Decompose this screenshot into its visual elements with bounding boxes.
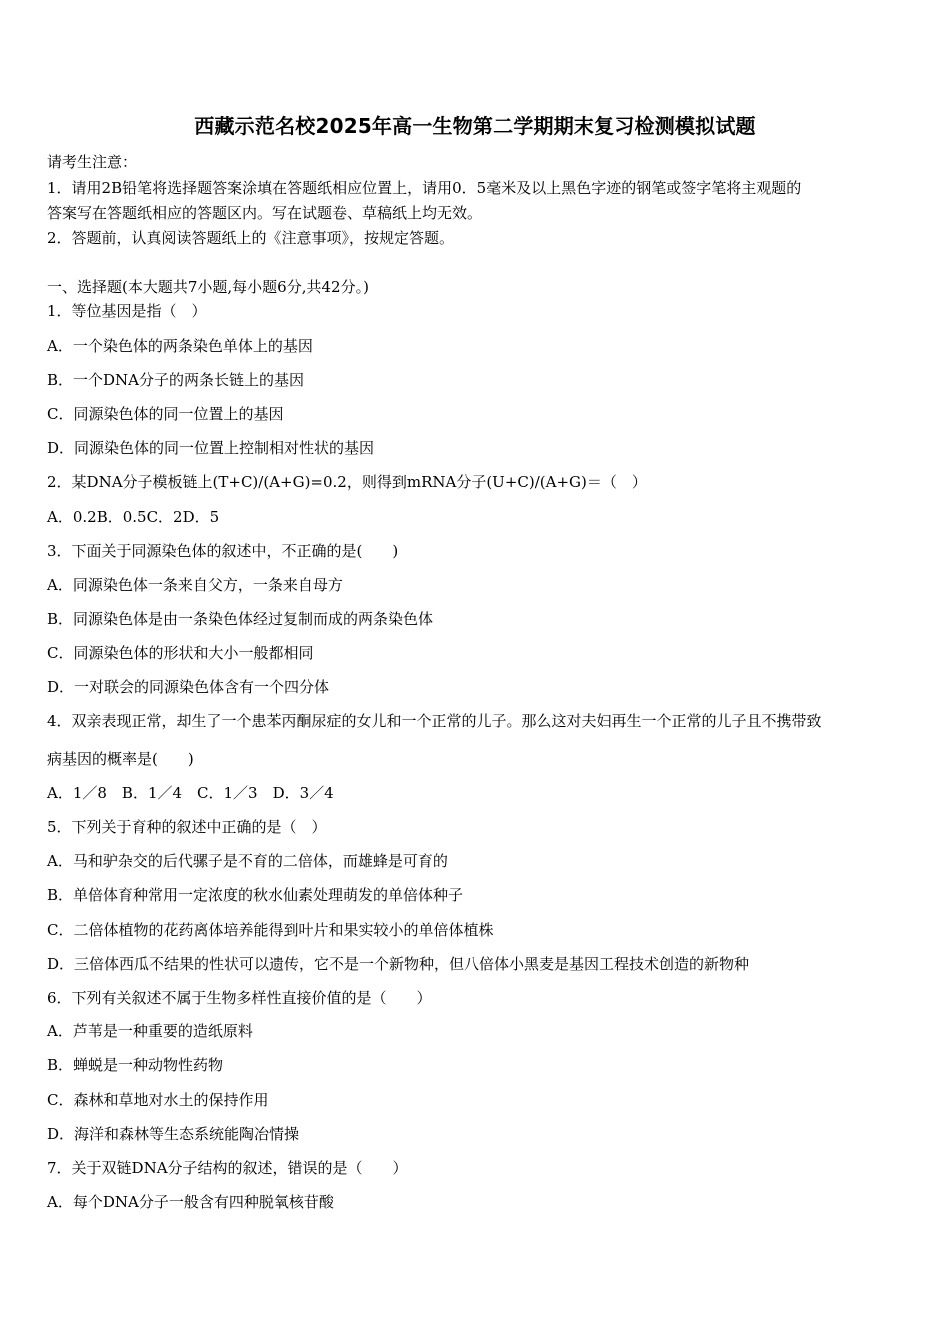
question-option: A．1／8 B．1／4 C．1／3 D．3／4	[47, 784, 334, 802]
question-option: B．单倍体育种常用一定浓度的秋水仙素处理萌发的单倍体种子	[47, 886, 464, 904]
question-option: A．同源染色体一条来自父方，一条来自母方	[47, 576, 343, 594]
question-option: C．同源染色体的同一位置上的基因	[47, 405, 284, 423]
notice-item: 答案写在答题纸相应的答题区内。写在试题卷、草稿纸上均无效。	[47, 204, 483, 222]
question-option: A．每个DNA分子一般含有四种脱氧核苷酸	[47, 1193, 334, 1211]
question-option: D．一对联会的同源染色体含有一个四分体	[47, 678, 330, 696]
question-option: D．三倍体西瓜不结果的性状可以遗传，它不是一个新物种，但八倍体小黑麦是基因工程技术创造的新物种	[47, 955, 750, 973]
question-stem: 5．下列关于育种的叙述中正确的是（ ）	[47, 818, 327, 836]
question-stem: 6．下列有关叙述不属于生物多样性直接价值的是（ ）	[47, 989, 432, 1007]
question-option: B．同源染色体是由一条染色体经过复制而成的两条染色体	[47, 610, 434, 628]
question-option: C．森林和草地对水土的保持作用	[47, 1091, 269, 1109]
question-option: A．一个染色体的两条染色单体上的基因	[47, 337, 313, 355]
notice-heading: 请考生注意：	[47, 153, 138, 171]
notice-item: 2．答题前，认真阅读答题纸上的《注意事项》，按规定答题。	[47, 229, 455, 247]
question-option: A．0.2B．0.5C．2D．5	[47, 508, 220, 526]
question-stem: 3．下面关于同源染色体的叙述中，不正确的是( )	[47, 542, 399, 560]
question-option: C．同源染色体的形状和大小一般都相同	[47, 644, 314, 662]
question-stem: 7．关于双链DNA分子结构的叙述，错误的是（ ）	[47, 1159, 408, 1177]
question-stem-continued: 病基因的概率是( )	[47, 750, 194, 768]
question-stem: 4．双亲表现正常，却生了一个患苯丙酮尿症的女儿和一个正常的儿子。那么这对夫妇再生一个正常的儿子且不携带致	[47, 712, 822, 730]
question-option: C．二倍体植物的花药离体培养能得到叶片和果实较小的单倍体植株	[47, 921, 494, 939]
question-option: B．蝉蜕是一种动物性药物	[47, 1056, 224, 1074]
question-option: B．一个DNA分子的两条长链上的基因	[47, 371, 305, 389]
question-option: A．马和驴杂交的后代骡子是不育的二倍体，而雄蜂是可育的	[47, 852, 448, 870]
question-option: D．同源染色体的同一位置上控制相对性状的基因	[47, 439, 375, 457]
question-stem: 2．某DNA分子模板链上(T+C)/(A+G)=0.2，则得到mRNA分子(U+C)/(A+G)＝（ ）	[47, 473, 647, 491]
notice-item: 1．请用2B铅笔将选择题答案涂填在答题纸相应位置上，请用0．5毫米及以上黑色字迹的钢笔或签字笔将主观题的	[47, 179, 802, 197]
question-stem: 1．等位基因是指（ ）	[47, 302, 207, 320]
section-heading: 一、选择题(本大题共7小题,每小题6分,共42分。)	[47, 278, 369, 296]
exam-title: 西藏示范名校2025年高一生物第二学期期末复习检测模拟试题	[194, 114, 756, 138]
question-option: D．海洋和森林等生态系统能陶冶情操	[47, 1125, 300, 1143]
question-option: A．芦苇是一种重要的造纸原料	[47, 1022, 253, 1040]
